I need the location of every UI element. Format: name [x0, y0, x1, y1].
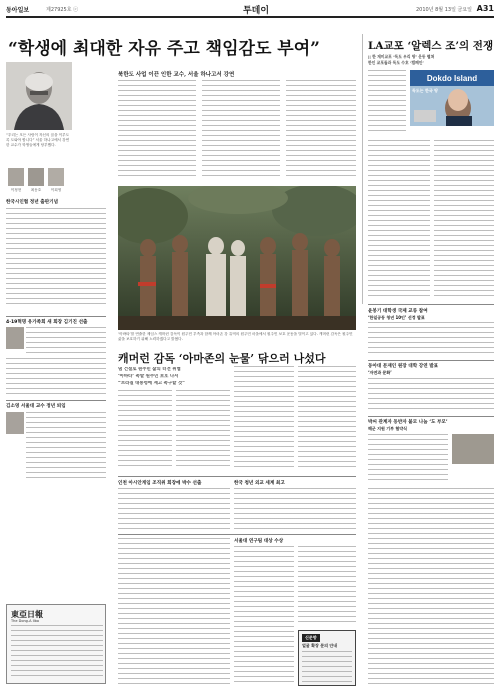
- dokdo-banner-kr: 독도는 한국 땅: [412, 88, 438, 93]
- korea-japan-body: [368, 322, 494, 356]
- news-2-photo: [6, 412, 24, 434]
- korea-japan-title: 윤봉기 대학생 국제 교류 참여: [368, 309, 428, 314]
- news-1-photo: [6, 327, 24, 349]
- main-headline: “학생에 최대한 자유 주고 책임감도 부여”: [8, 39, 320, 59]
- dokdo-photo-caption: [410, 128, 494, 140]
- hero-body: [368, 434, 448, 484]
- cameron-body-1: [118, 390, 172, 470]
- hero-photo: [452, 434, 494, 464]
- korea-japan-sub: ‘한일공동 청년 10인’ 선정 발표: [368, 315, 425, 320]
- main-body-col-2: [202, 80, 280, 180]
- human-title: 한국 청년 외교 세계 최고: [234, 481, 285, 486]
- classified-text: 얼굴 확장 문의 안내: [302, 643, 338, 648]
- dokdo-banner-text: Dokdo Island: [426, 74, 478, 83]
- column-divider: [362, 34, 363, 304]
- obituary-title: 인천 아시안게임 조직위 회장에 박수 선출: [118, 481, 202, 486]
- human-body: [234, 488, 356, 530]
- dongah-sub: ‘자연과 문화’: [368, 370, 392, 375]
- dokdo-photo: [410, 70, 494, 126]
- hero-sub: 해군 지원 기부 협약식: [368, 426, 407, 431]
- cameron-headline: 캐머런 감독 ‘아마존의 눈물’ 닦으러 나섰다: [118, 352, 326, 365]
- classified-tag: 신문향: [302, 634, 320, 642]
- la-body-col-2: [434, 140, 494, 300]
- cameron-sub-2: ‘아바타’ 촉발 원주민 보호 나서: [118, 374, 179, 379]
- dongah-logo: 東亞日報: [11, 609, 43, 619]
- divider: [6, 400, 106, 401]
- small-news-1-body-2: [6, 358, 106, 396]
- cameron-body-2: [176, 390, 230, 470]
- small-news-2-body: [26, 412, 106, 482]
- la-body-left: [368, 70, 406, 132]
- issue-number: 제27925호 ⓒ: [46, 7, 79, 13]
- issue-date: 2010년 8월 13일 금요일: [415, 7, 472, 13]
- section-title: 투데이: [242, 6, 270, 16]
- cameron-body-3: [234, 366, 294, 470]
- masthead: [6, 4, 494, 18]
- profile-photo-2: [28, 168, 44, 186]
- main-subhead: 북한도 사업 이끈 인한 교수, 서울 하나고서 강연: [118, 72, 235, 78]
- lower-body-1: [118, 538, 230, 686]
- small-news-1-body: [26, 327, 106, 357]
- main-body-col-1: [118, 80, 196, 180]
- amazon-photo-caption: ‘아바타’를 연출한 제임스 캐머런 감독이 원주민 부족과 함께 아마존 강 유역의 원주민 마을에서 원주민 보호 운동을 벌이고 있다. 캐머런 감독은 원주민 삶을 보호하기 위해 노력하겠다고 밝혔다.: [118, 332, 353, 341]
- dongah-logo-sub: The Dong-A Ilbo: [11, 619, 39, 623]
- la-body-col-1: [368, 140, 430, 300]
- dongah-title: 동아대 문재인 원장 대학 강연 발표: [368, 364, 439, 369]
- paper-name: 동아일보: [6, 7, 30, 14]
- right-bottom-body: [368, 488, 494, 686]
- la-sub-1: || 한 재미교포 ‘독도 우리 땅’ 운동 펼쳐: [368, 54, 435, 59]
- amazon-photo: [118, 186, 356, 330]
- lower-body-3: [298, 546, 356, 626]
- profiles-title: 한국시인협 정년 출판기념: [6, 200, 59, 205]
- profiles-body: [6, 208, 106, 308]
- profile-name-3: 이희영: [50, 188, 62, 192]
- obituary-body: [118, 488, 230, 530]
- dongah-body: [368, 378, 494, 412]
- page-number: A31: [476, 4, 494, 13]
- la-sub-2: 한인 교포들과 독도 수호 ‘캠페인’: [368, 60, 424, 65]
- profile-photo-1: [8, 168, 24, 186]
- cameron-sub-1: 댐 건설로 원주민 삶의 터전 위협: [118, 367, 181, 372]
- small-news-1-title: 4·19혁명 유가족회 새 회장 김기진 선출: [6, 320, 88, 325]
- profile-name-1: 이정현: [10, 188, 22, 192]
- la-headline: LA교포 ‘알렉스 조’의 전쟁: [368, 40, 494, 52]
- hero-title: 박씨 관계자 동반자 불모 나눔 ‘도 부모’: [368, 420, 448, 425]
- dongah-ad-box: [6, 604, 106, 684]
- cameron-body-4: [298, 366, 356, 470]
- portrait-photo: [6, 62, 72, 130]
- profile-photo-3: [48, 168, 64, 186]
- small-news-2-title: 김소영 서울대 교수 정년 퇴임: [6, 404, 66, 409]
- divider: [6, 316, 106, 317]
- main-body-col-3: [286, 80, 356, 180]
- profile-name-2: 최동호: [30, 188, 42, 192]
- portrait-caption: “우리는 모든 사람이 자신의 꿈을 이루도록 도와야 합니다” 서울 하나고에서 강연한 교수가 학생들에게 당부했다.: [6, 133, 70, 147]
- cameron-sub-3: “브라질 대통령에 재고 촉구할 것”: [118, 381, 186, 386]
- nbu-title: 서울대 연구팀 대상 수상: [234, 539, 284, 544]
- lower-body-2: [234, 546, 294, 686]
- classified-ad: [298, 630, 356, 686]
